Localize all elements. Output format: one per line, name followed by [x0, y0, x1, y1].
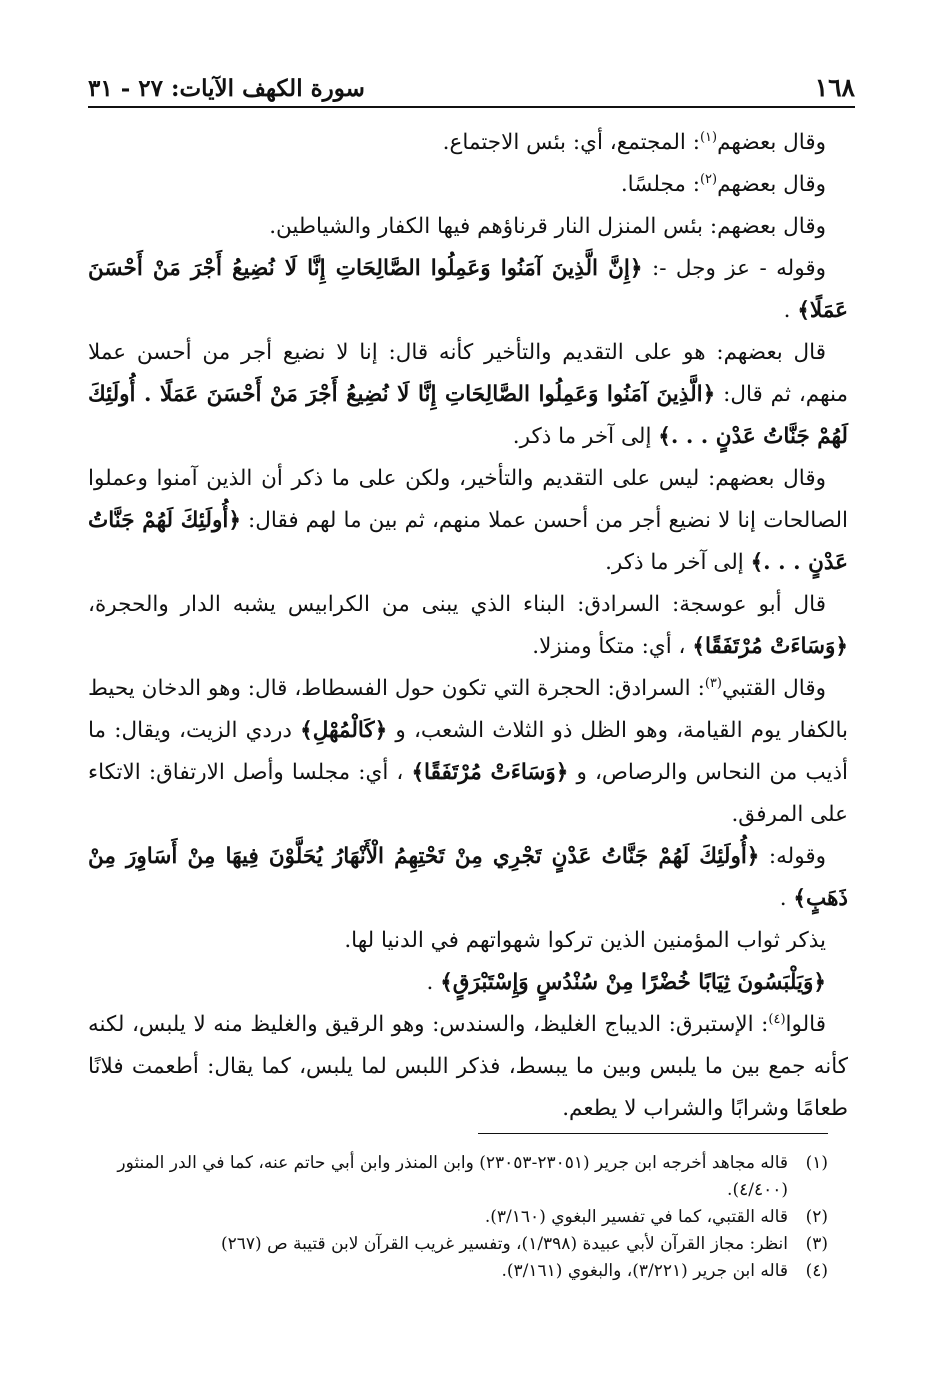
paragraph	[88, 122, 848, 164]
quran-verse: ﴿أُولَئِكَ لَهُمْ جَنَّاتُ عَدْنٍ تَجْرِي مِنْ تَحْتِهِمُ الْأَنْهَارُ يُحَلَّوْنَ فِيهَا مِنْ أَسَاوِرَ مِنْ ذَهَبٍ﴾	[88, 844, 848, 911]
paragraph	[88, 248, 848, 332]
quran-verse: ﴿وَسَاءَتْ مُرْتَفَقًا﴾	[411, 760, 569, 785]
text-run: ، أي: متكأ ومنزلا.	[532, 634, 693, 659]
quran-verse: ﴿وَسَاءَتْ مُرْتَفَقًا﴾	[692, 634, 848, 659]
text-run: وقوله:	[759, 844, 826, 869]
footnote	[110, 1258, 828, 1285]
footnote-text: قاله مجاهد أخرجه ابن جرير (٢٣٠٥١-٢٣٠٥٣) وابن المنذر وابن أبي حاتم عنه، كما في الدر المنثور (٤/٤٠٠).	[117, 1153, 788, 1200]
quran-verse: ﴿الَّذِينَ آمَنُوا وَعَمِلُوا الصَّالِحَاتِ إِنَّا لَا نُضِيعُ أَجْرَ مَنْ أَحْسَنَ عَمَلًا . أُولَئِكَ لَهُمْ جَنَّاتُ عَدْنٍ . . .﴾	[88, 382, 848, 449]
page-number: ١٦٨	[814, 73, 855, 102]
text-run: : السرادق: الحجرة التي تكون حول الفسطاط، قال: وهو الدخان يحيط بالكفار يوم القيامة، وهو الظل ذو الثلاث الشعب، و	[88, 676, 849, 743]
text-run: : مجلسًا.	[620, 172, 700, 197]
text-run: .	[426, 970, 441, 995]
text-run: وقوله - عز وجل -:	[642, 256, 827, 281]
footnotes	[110, 1150, 828, 1285]
footnote-number: (٤)	[805, 1261, 828, 1281]
page-header	[88, 62, 855, 108]
text-run: .	[783, 298, 798, 323]
paragraph	[88, 1004, 848, 1130]
text-run: وقال بعضهم: ليس على التقديم والتأخير، ولكن على ما ذكر أن الذين آمنوا وعملوا الصالحات إنا لا نضيع أجر من أحسن عملا منهم، ثم بين ما لهم فقال:	[88, 466, 849, 533]
text-run: إلى آخر ما ذكر.	[512, 424, 659, 449]
text-run: وقال القتبي	[721, 676, 827, 701]
main-text	[88, 122, 848, 1130]
footnote-number: (١)	[805, 1153, 828, 1173]
quran-verse: ﴿كَالْمُهْلِ﴾	[300, 718, 388, 743]
footnote-ref-1: (١)	[699, 129, 718, 145]
paragraph	[88, 836, 848, 920]
paragraph	[88, 332, 848, 458]
footnote	[110, 1231, 828, 1258]
text-run: .	[779, 886, 794, 911]
text-run: وقال بعضهم	[717, 172, 826, 197]
text-run: إلى آخر ما ذكر.	[605, 550, 751, 575]
footnote-ref-3: (٣)	[704, 675, 722, 691]
paragraph: وقال بعضهم: بئس المنزل النار قرناؤهم فيها الكفار والشياطين.	[269, 214, 826, 239]
text-run: ، أي: مجلسا وأصل الارتفاق: الاتكاء على المرفق.	[88, 760, 848, 827]
paragraph	[88, 458, 848, 584]
paragraph	[88, 164, 848, 206]
footnote	[110, 1204, 828, 1231]
footnote-number: (٢)	[805, 1207, 828, 1227]
text-run: دردي الزيت، ويقال: ما أذيب من النحاس والرصاص، و	[88, 718, 848, 785]
quran-verse: ﴿إِنَّ الَّذِينَ آمَنُوا وَعَمِلُوا الصَّالِحَاتِ إِنَّا لَا نُضِيعُ أَجْرَ مَنْ أَحْسَنَ عَمَلًا﴾	[88, 256, 848, 323]
footnote-ref-4: (٤)	[768, 1011, 786, 1027]
quran-verse: ﴿أُولَئِكَ لَهُمْ جَنَّاتُ عَدْنٍ . . .﴾	[88, 508, 848, 575]
paragraph	[88, 962, 848, 1004]
text-run: وقال بعضهم	[717, 130, 826, 155]
quran-verse: ﴿وَيَلْبَسُونَ ثِيَابًا خُضْرًا مِنْ سُنْدُسٍ وَإِسْتَبْرَقٍ﴾	[440, 970, 826, 995]
paragraph: يذكر ثواب المؤمنين الذين تركوا شهواتهم في الدنيا لها.	[344, 928, 826, 953]
text-run: قالوا	[785, 1012, 826, 1037]
footnote-text: قاله القتبي، كما في تفسير البغوي (٣/١٦٠).	[484, 1207, 788, 1227]
footnote-text: انظر: مجاز القرآن لأبي عبيدة (١/٣٩٨)، وتفسير غريب القرآن لابن قتيبة ص (٢٦٧)	[221, 1234, 788, 1254]
text-run: قال بعضهم: هو على التقديم والتأخير كأنه قال: إنا لا نضيع أجر من أحسن عملا منهم، ثم قال:	[88, 340, 848, 407]
text-run: : الإستبرق: الديباج الغليظ، والسندس: وهو الرقيق والغليظ منه لا يلبس، لكنه كأنه جمع بين ما يلبس وبين ما يبسط، فذكر اللبس لما يلبس، كما يقال: أطعمت فلانًا طعامًا وشرابًا والشراب لا يطعم.	[88, 1012, 848, 1121]
footnote-ref-2: (٢)	[699, 171, 718, 187]
footnote-text: قاله ابن جرير (٣/٢٢١)، والبغوي (٣/١٦١).	[501, 1261, 788, 1281]
footnote-separator	[478, 1133, 828, 1134]
paragraph	[88, 584, 848, 668]
footnote-number: (٣)	[805, 1234, 828, 1254]
text-run: قال أبو عوسجة: السرادق: البناء الذي يبنى من الكرابيس يشبه الدار والحجرة،	[88, 592, 826, 617]
text-run: : المجتمع، أي: بئس الاجتماع.	[442, 130, 700, 155]
running-title: سورة الكهف الآيات: ٢٧ - ٣١	[88, 75, 365, 102]
paragraph	[88, 668, 848, 836]
footnote	[110, 1150, 828, 1204]
